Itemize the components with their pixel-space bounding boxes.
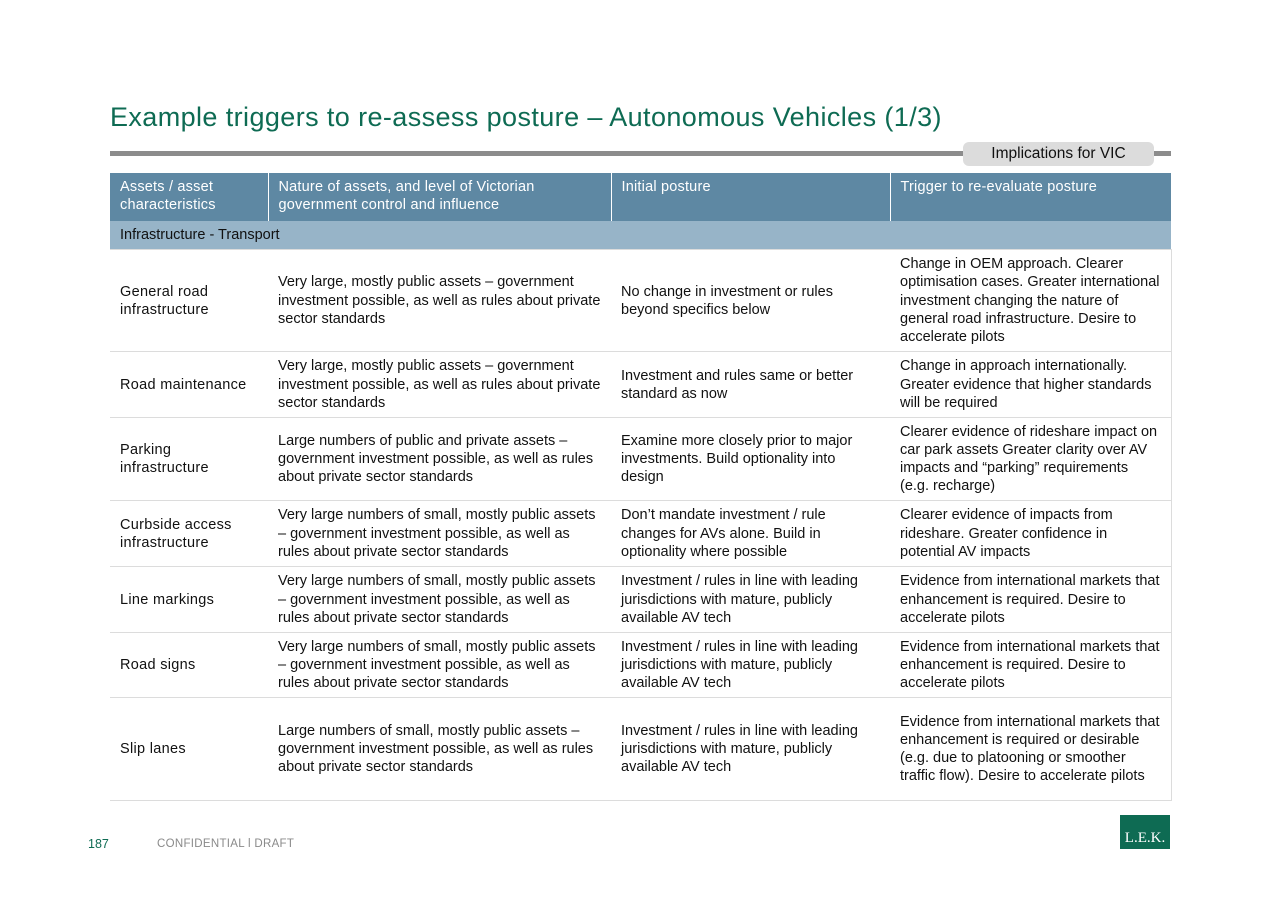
implications-tab: Implications for VIC <box>963 142 1154 166</box>
trigger-cell: Clearer evidence of rideshare impact on car park assets Greater clarity over AV impacts and “parking” requirements (e.g. recharge) <box>890 418 1171 501</box>
nature-cell: Large numbers of public and private assets – government investment possible, as well as rules about private sector standards <box>268 418 611 501</box>
nature-cell: Very large numbers of small, mostly public assets – government investment possible, as well as rules about private sector standards <box>268 501 611 567</box>
asset-cell: General road infrastructure <box>110 250 268 352</box>
lek-logo: L.E.K. <box>1120 815 1170 849</box>
nature-cell: Large numbers of small, mostly public assets – government investment possible, as well as rules about private sector standards <box>268 698 611 801</box>
table-row <box>110 418 1171 501</box>
table-header-row <box>110 173 1171 221</box>
posture-table <box>110 173 1172 801</box>
posture-cell: Examine more closely prior to major investments. Build optionality into design <box>611 418 890 501</box>
page-number: 187 <box>88 837 109 851</box>
posture-cell: Investment and rules same or better standard as now <box>611 352 890 418</box>
trigger-cell: Evidence from international markets that enhancement is required. Desire to accelerate pilots <box>890 633 1171 698</box>
nature-cell: Very large, mostly public assets – government investment possible, as well as rules about private sector standards <box>268 352 611 418</box>
trigger-cell: Change in OEM approach. Clearer optimisation cases. Greater international investment changing the nature of general road infrastructure. Desire to accelerate pilots <box>890 250 1171 352</box>
page-title: Example triggers to re-assess posture – Autonomous Vehicles (1/3) <box>110 102 942 132</box>
asset-cell: Parking infrastructure <box>110 418 268 501</box>
trigger-cell: Evidence from international markets that enhancement is required or desirable (e.g. due to platooning or smoother traffic flow). Desire to accelerate pilots <box>890 698 1171 801</box>
table-row <box>110 352 1171 418</box>
asset-cell: Curbside access infrastructure <box>110 501 268 567</box>
trigger-cell: Clearer evidence of impacts from rideshare. Greater confidence in potential AV impacts <box>890 501 1171 567</box>
posture-cell: Investment / rules in line with leading jurisdictions with mature, publicly available AV tech <box>611 567 890 633</box>
confidentiality-label: CONFIDENTIAL l DRAFT <box>157 838 295 850</box>
table-row <box>110 501 1171 567</box>
table-row <box>110 633 1171 698</box>
nature-cell: Very large, mostly public assets – government investment possible, as well as rules about private sector standards <box>268 250 611 352</box>
section-row <box>110 221 1171 250</box>
table-row <box>110 698 1171 801</box>
column-header-posture: Initial posture <box>611 173 890 221</box>
trigger-cell: Change in approach internationally. Greater evidence that higher standards will be required <box>890 352 1171 418</box>
asset-cell: Road signs <box>110 633 268 698</box>
column-header-nature: Nature of assets, and level of Victorian government control and influence <box>268 173 611 221</box>
posture-cell: Don’t mandate investment / rule changes for AVs alone. Build in optionality where possible <box>611 501 890 567</box>
table-row <box>110 250 1171 352</box>
column-header-assets: Assets / asset characteristics <box>110 173 268 221</box>
posture-cell: Investment / rules in line with leading jurisdictions with mature, publicly available AV tech <box>611 698 890 801</box>
posture-cell: Investment / rules in line with leading jurisdictions with mature, publicly available AV tech <box>611 633 890 698</box>
asset-cell: Slip lanes <box>110 698 268 801</box>
column-header-trigger: Trigger to re-evaluate posture <box>890 173 1171 221</box>
section-label: Infrastructure - Transport <box>110 221 1171 250</box>
nature-cell: Very large numbers of small, mostly public assets – government investment possible, as well as rules about private sector standards <box>268 567 611 633</box>
asset-cell: Road maintenance <box>110 352 268 418</box>
asset-cell: Line markings <box>110 567 268 633</box>
posture-cell: No change in investment or rules beyond specifics below <box>611 250 890 352</box>
nature-cell: Very large numbers of small, mostly public assets – government investment possible, as well as rules about private sector standards <box>268 633 611 698</box>
trigger-cell: Evidence from international markets that enhancement is required. Desire to accelerate pilots <box>890 567 1171 633</box>
table-row <box>110 567 1171 633</box>
